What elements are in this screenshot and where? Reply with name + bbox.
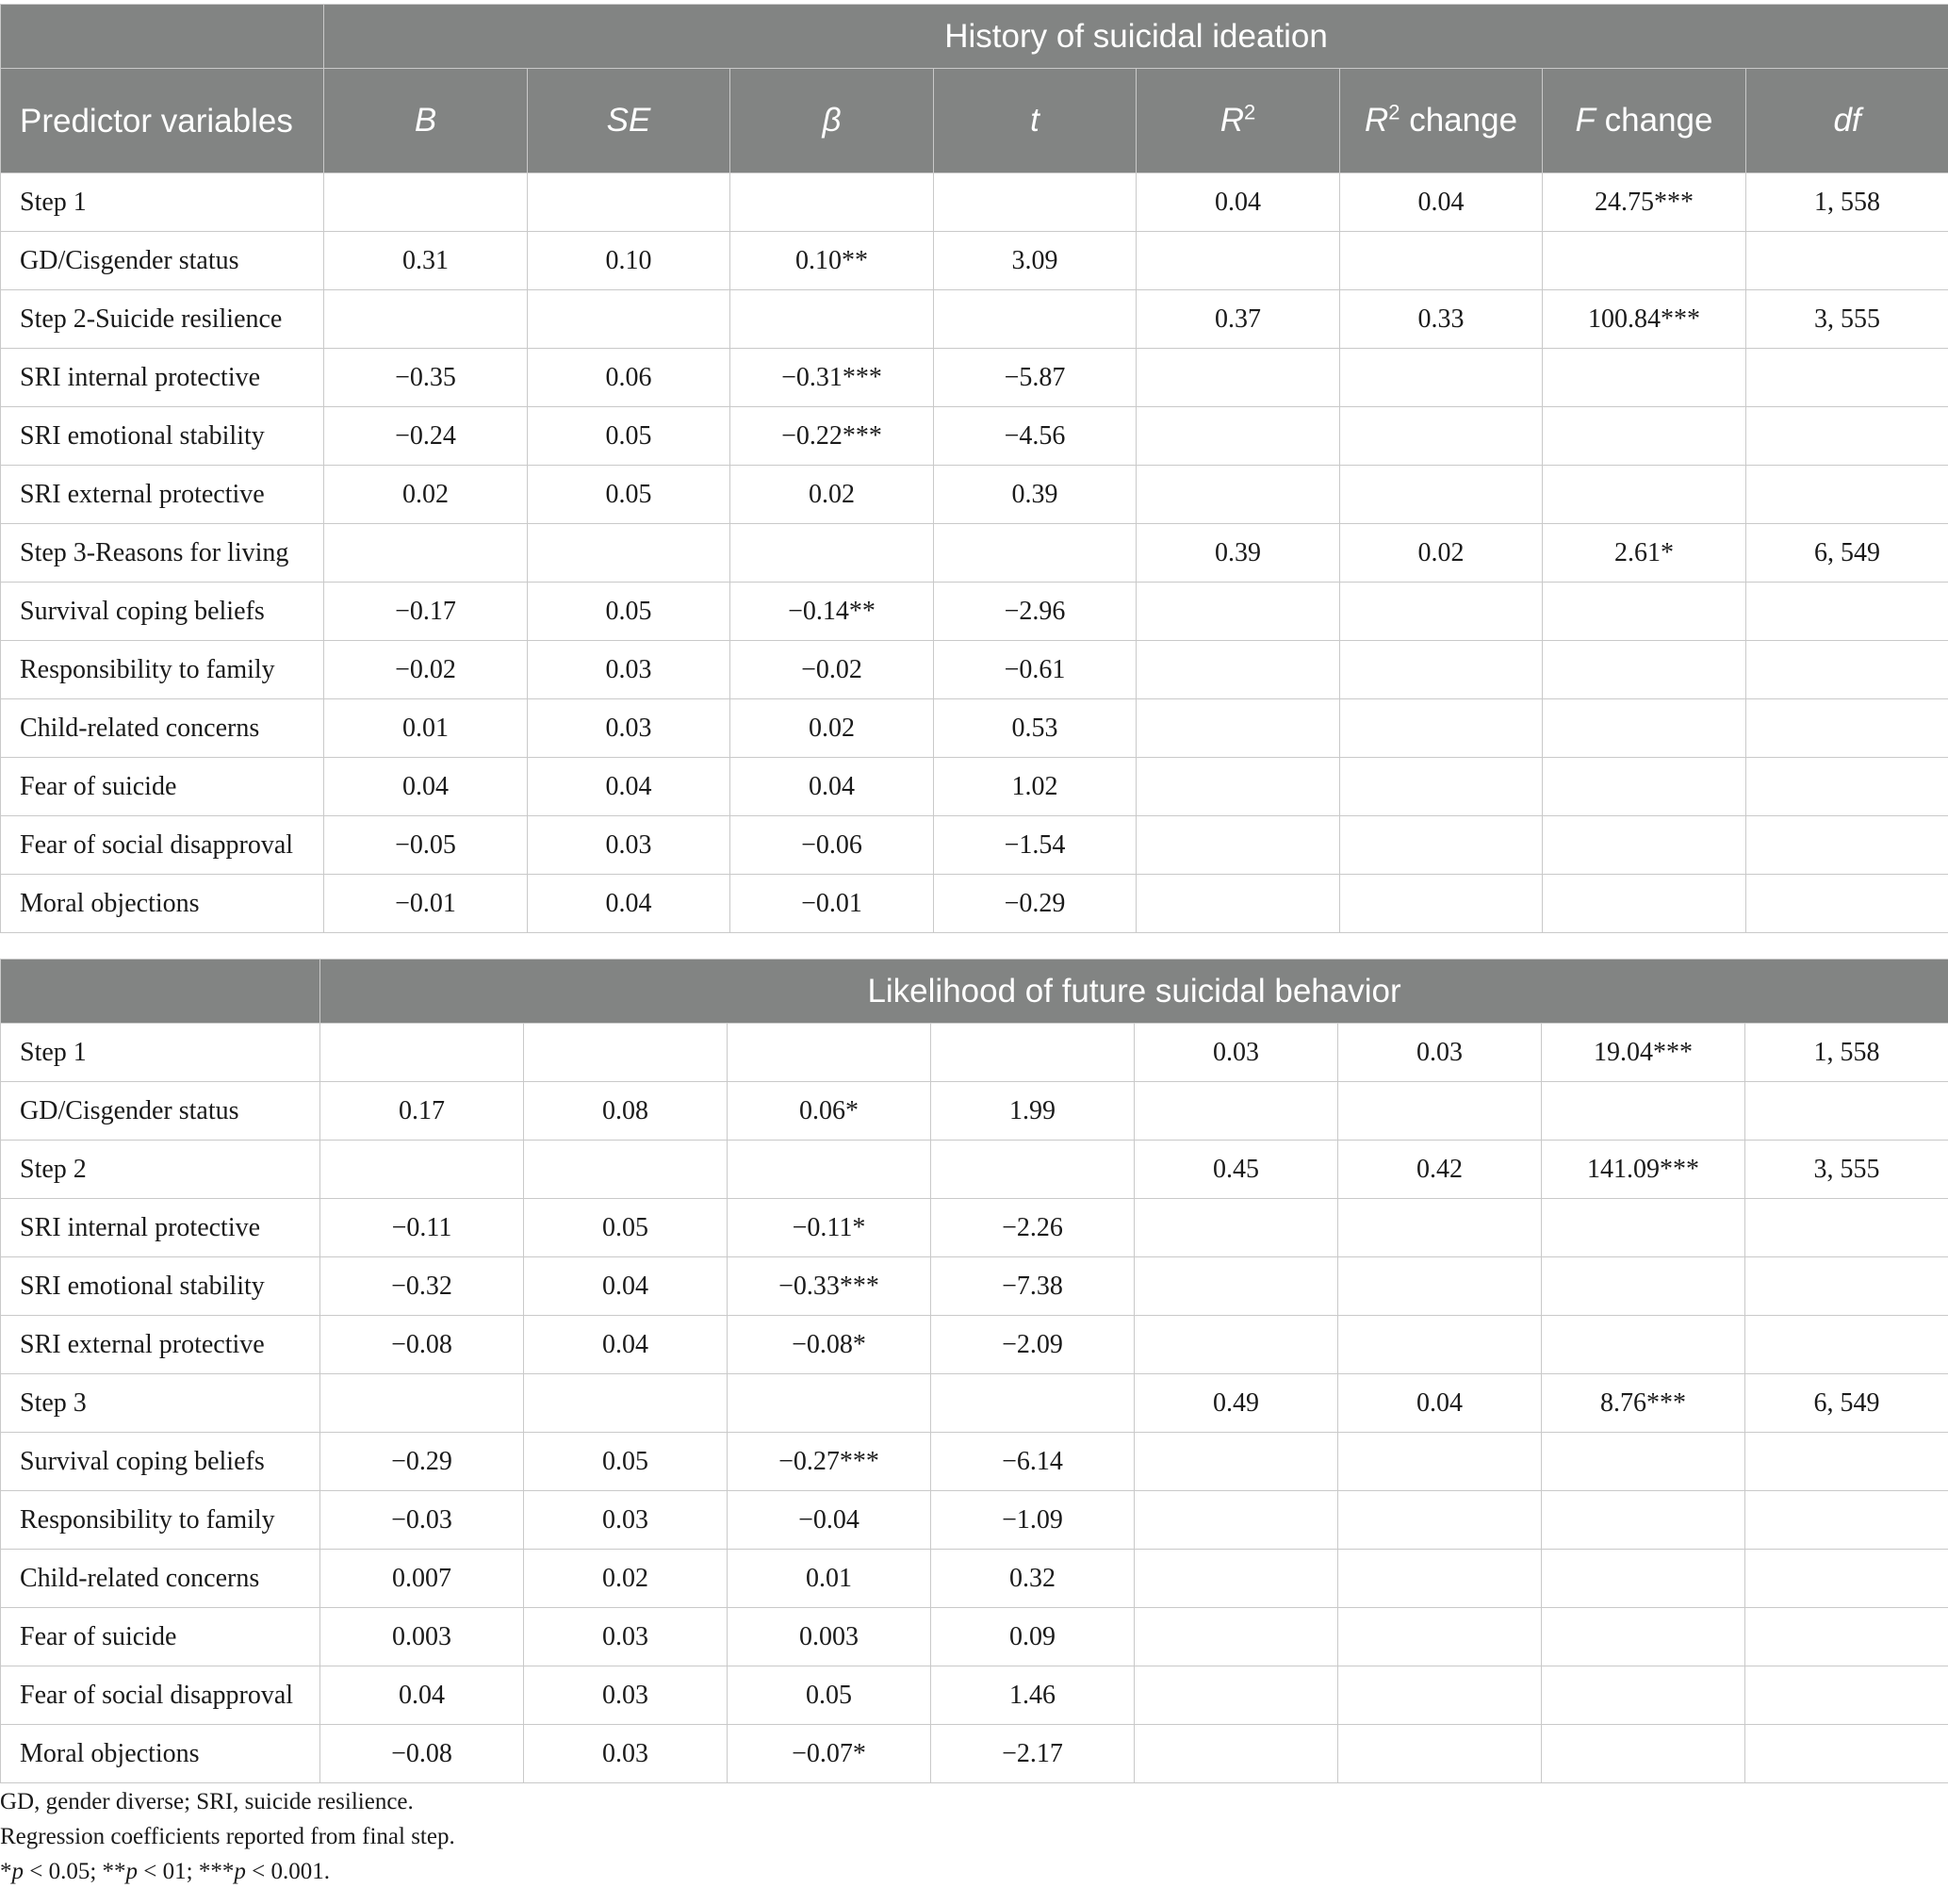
p-italic: p [11, 1859, 24, 1884]
cell-df: 1, 558 [1746, 173, 1948, 232]
cell-predictor: SRI internal protective [1, 1199, 320, 1257]
cell-beta [728, 1374, 931, 1433]
table-row [1, 1316, 1948, 1374]
header-df: df [1746, 69, 1948, 173]
cell-se [528, 290, 730, 349]
cell-df: 6, 549 [1745, 1374, 1948, 1433]
cell-f-change [1542, 1666, 1745, 1725]
footnote-abbreviations: GD, gender diverse; SRI, suicide resilience. [0, 1789, 414, 1814]
cell-beta: −0.01 [730, 875, 934, 933]
cell-predictor: SRI emotional stability [1, 1257, 320, 1316]
cell-t: 0.53 [934, 699, 1137, 758]
cell-se: 0.04 [528, 875, 730, 933]
blank-header-cell [1, 5, 324, 69]
cell-r2-change [1338, 1082, 1542, 1141]
cell-beta: 0.01 [728, 1550, 931, 1608]
cell-df [1746, 232, 1948, 290]
cell-df [1746, 699, 1948, 758]
cell-predictor: Child-related concerns [1, 1550, 320, 1608]
cell-se: 0.03 [528, 699, 730, 758]
cell-df [1745, 1433, 1948, 1491]
cell-r2-change [1340, 641, 1543, 699]
table-row [1, 1550, 1948, 1608]
cell-f-change [1543, 232, 1746, 290]
cell-beta: −0.33*** [728, 1257, 931, 1316]
cell-t: −2.26 [931, 1199, 1135, 1257]
table-row [1, 583, 1948, 641]
cell-r2 [1135, 1199, 1338, 1257]
cell-b: −0.03 [320, 1491, 524, 1550]
header-r2-change [1340, 69, 1543, 173]
cell-t [934, 290, 1137, 349]
table-footnotes [0, 1784, 455, 1889]
cell-t: 0.39 [934, 466, 1137, 524]
cell-r2 [1135, 1316, 1338, 1374]
cell-r2: 0.45 [1135, 1141, 1338, 1199]
cell-f-change [1542, 1082, 1745, 1141]
table-title: Likelihood of future suicidal behavior [320, 960, 1948, 1024]
table-row [1, 1082, 1948, 1141]
cell-t: −4.56 [934, 407, 1137, 466]
cell-beta: −0.11* [728, 1199, 931, 1257]
cell-se: 0.03 [524, 1666, 728, 1725]
cell-f-change [1542, 1433, 1745, 1491]
cell-f-change [1543, 875, 1746, 933]
cell-b: −0.05 [324, 816, 528, 875]
cell-f-change [1542, 1316, 1745, 1374]
cell-predictor: Survival coping beliefs [1, 1433, 320, 1491]
cell-beta: −0.06 [730, 816, 934, 875]
cell-r2-change: 0.33 [1340, 290, 1543, 349]
footnote-significance [0, 1854, 455, 1889]
cell-beta: 0.05 [728, 1666, 931, 1725]
cell-r2-change [1340, 758, 1543, 816]
cell-f-change [1543, 758, 1746, 816]
cell-b [320, 1141, 524, 1199]
cell-r2-change [1338, 1550, 1542, 1608]
cell-predictor: Step 3 [1, 1374, 320, 1433]
cell-predictor: Fear of social disapproval [1, 816, 324, 875]
cell-df [1745, 1257, 1948, 1316]
cell-t: −5.87 [934, 349, 1137, 407]
cell-se [528, 173, 730, 232]
cell-predictor: Fear of social disapproval [1, 1666, 320, 1725]
threshold-text: < 0.001. [245, 1859, 330, 1884]
cell-r2: 0.39 [1137, 524, 1340, 583]
table-title-row [1, 5, 1948, 69]
table-row [1, 173, 1948, 232]
cell-se: 0.06 [528, 349, 730, 407]
cell-t: 3.09 [934, 232, 1137, 290]
cell-se: 0.02 [524, 1550, 728, 1608]
cell-df [1746, 641, 1948, 699]
cell-t: −1.54 [934, 816, 1137, 875]
cell-df [1745, 1491, 1948, 1550]
cell-f-change [1542, 1257, 1745, 1316]
table-row [1, 466, 1948, 524]
cell-r2 [1137, 466, 1340, 524]
cell-r2: 0.04 [1137, 173, 1340, 232]
table-row [1, 1666, 1948, 1725]
r-superscript: 2 [1388, 100, 1400, 124]
cell-b: 0.17 [320, 1082, 524, 1141]
cell-df [1746, 758, 1948, 816]
cell-beta: 0.04 [730, 758, 934, 816]
r-superscript: 2 [1244, 100, 1256, 124]
cell-b: −0.32 [320, 1257, 524, 1316]
cell-f-change [1543, 407, 1746, 466]
table-row [1, 1374, 1948, 1433]
cell-df: 6, 549 [1746, 524, 1948, 583]
cell-beta [728, 1024, 931, 1082]
cell-r2-change [1338, 1491, 1542, 1550]
table-row [1, 641, 1948, 699]
p-italic: p [234, 1859, 246, 1884]
cell-df [1746, 875, 1948, 933]
cell-predictor: Step 1 [1, 173, 324, 232]
cell-r2-change: 0.03 [1338, 1024, 1542, 1082]
cell-b: −0.35 [324, 349, 528, 407]
table-row [1, 1141, 1948, 1199]
cell-r2-change [1340, 407, 1543, 466]
cell-r2 [1137, 232, 1340, 290]
cell-r2-change [1340, 875, 1543, 933]
header-predictor: Predictor variables [1, 69, 324, 173]
cell-t: −2.17 [931, 1725, 1135, 1783]
header-f-change [1543, 69, 1746, 173]
cell-r2 [1137, 816, 1340, 875]
cell-predictor: SRI emotional stability [1, 407, 324, 466]
cell-beta: −0.04 [728, 1491, 931, 1550]
cell-b: 0.02 [324, 466, 528, 524]
cell-r2-change: 0.04 [1340, 173, 1543, 232]
cell-f-change [1542, 1491, 1745, 1550]
cell-b: 0.31 [324, 232, 528, 290]
cell-r2-change: 0.42 [1338, 1141, 1542, 1199]
cell-t [931, 1141, 1135, 1199]
cell-f-change [1543, 466, 1746, 524]
cell-b: 0.007 [320, 1550, 524, 1608]
cell-predictor: Survival coping beliefs [1, 583, 324, 641]
cell-b: −0.02 [324, 641, 528, 699]
cell-se: 0.03 [524, 1608, 728, 1666]
table-row [1, 875, 1948, 933]
cell-beta [730, 173, 934, 232]
r-letter: R [1364, 102, 1389, 139]
table-row [1, 816, 1948, 875]
cell-predictor: Moral objections [1, 1725, 320, 1783]
cell-beta [728, 1141, 931, 1199]
cell-predictor: Moral objections [1, 875, 324, 933]
cell-predictor: Step 1 [1, 1024, 320, 1082]
table-title-row [1, 960, 1948, 1024]
cell-b: 0.04 [320, 1666, 524, 1725]
cell-se [528, 524, 730, 583]
cell-r2 [1135, 1257, 1338, 1316]
change-word: change [1604, 102, 1713, 139]
header-b: B [324, 69, 528, 173]
table-row [1, 232, 1948, 290]
cell-f-change [1543, 583, 1746, 641]
cell-b: −0.17 [324, 583, 528, 641]
cell-predictor: SRI external protective [1, 466, 324, 524]
table-body [1, 1024, 1948, 1783]
cell-f-change: 141.09*** [1542, 1141, 1745, 1199]
cell-beta [730, 290, 934, 349]
cell-df [1746, 583, 1948, 641]
cell-r2-change [1340, 466, 1543, 524]
cell-predictor: SRI external protective [1, 1316, 320, 1374]
cell-r2-change [1338, 1257, 1542, 1316]
cell-se: 0.04 [524, 1316, 728, 1374]
header-t: t [934, 69, 1137, 173]
cell-r2 [1137, 583, 1340, 641]
cell-f-change: 24.75*** [1543, 173, 1746, 232]
cell-predictor: Step 2 [1, 1141, 320, 1199]
cell-df: 3, 555 [1745, 1141, 1948, 1199]
cell-df [1746, 466, 1948, 524]
cell-se [524, 1374, 728, 1433]
cell-predictor: Step 2-Suicide resilience [1, 290, 324, 349]
cell-r2-change [1338, 1199, 1542, 1257]
cell-r2-change [1338, 1725, 1542, 1783]
cell-r2 [1137, 407, 1340, 466]
cell-b: −0.24 [324, 407, 528, 466]
cell-b [324, 173, 528, 232]
table-row [1, 1257, 1948, 1316]
cell-r2 [1135, 1082, 1338, 1141]
table-row [1, 699, 1948, 758]
cell-beta: 0.02 [730, 699, 934, 758]
cell-t: −6.14 [931, 1433, 1135, 1491]
cell-f-change: 19.04*** [1542, 1024, 1745, 1082]
cell-t: 1.02 [934, 758, 1137, 816]
cell-r2-change [1340, 583, 1543, 641]
cell-beta: −0.14** [730, 583, 934, 641]
p-italic: p [125, 1859, 139, 1884]
cell-r2-change: 0.04 [1338, 1374, 1542, 1433]
table-row [1, 349, 1948, 407]
history-suicidal-ideation-table [0, 4, 1948, 933]
cell-se: 0.03 [524, 1491, 728, 1550]
cell-df [1745, 1725, 1948, 1783]
cell-r2 [1137, 699, 1340, 758]
cell-predictor: Fear of suicide [1, 1608, 320, 1666]
cell-se [524, 1141, 728, 1199]
threshold-text: < 01; *** [138, 1859, 235, 1884]
header-r2 [1137, 69, 1340, 173]
cell-beta: 0.10** [730, 232, 934, 290]
cell-t: −2.09 [931, 1316, 1135, 1374]
cell-r2 [1135, 1725, 1338, 1783]
cell-predictor: Responsibility to family [1, 641, 324, 699]
cell-b [324, 290, 528, 349]
cell-r2-change [1340, 699, 1543, 758]
table-body [1, 173, 1948, 933]
cell-df [1745, 1550, 1948, 1608]
cell-b [320, 1024, 524, 1082]
cell-df [1746, 349, 1948, 407]
cell-r2: 0.49 [1135, 1374, 1338, 1433]
cell-se [524, 1024, 728, 1082]
cell-r2 [1137, 349, 1340, 407]
cell-se: 0.04 [524, 1257, 728, 1316]
table-row [1, 407, 1948, 466]
cell-se: 0.05 [528, 407, 730, 466]
cell-t: −7.38 [931, 1257, 1135, 1316]
cell-beta: 0.02 [730, 466, 934, 524]
cell-r2-change [1338, 1666, 1542, 1725]
cell-predictor: Fear of suicide [1, 758, 324, 816]
cell-se: 0.08 [524, 1082, 728, 1141]
cell-r2-change [1338, 1433, 1542, 1491]
cell-b [324, 524, 528, 583]
cell-f-change [1542, 1725, 1745, 1783]
cell-predictor: Child-related concerns [1, 699, 324, 758]
cell-b: −0.11 [320, 1199, 524, 1257]
cell-beta: −0.08* [728, 1316, 931, 1374]
cell-se: 0.03 [528, 641, 730, 699]
cell-t: −0.29 [934, 875, 1137, 933]
table-row [1, 1608, 1948, 1666]
cell-se: 0.05 [524, 1433, 728, 1491]
cell-se: 0.10 [528, 232, 730, 290]
column-header-row [1, 69, 1948, 173]
cell-f-change [1543, 641, 1746, 699]
cell-r2-change [1340, 816, 1543, 875]
cell-beta: −0.31*** [730, 349, 934, 407]
cell-beta: −0.02 [730, 641, 934, 699]
cell-r2 [1137, 875, 1340, 933]
blank-header-cell [1, 960, 320, 1024]
r-letter: R [1220, 102, 1245, 139]
cell-b: −0.01 [324, 875, 528, 933]
cell-predictor: GD/Cisgender status [1, 232, 324, 290]
cell-beta: −0.27*** [728, 1433, 931, 1491]
cell-t: 1.99 [931, 1082, 1135, 1141]
cell-df [1745, 1608, 1948, 1666]
cell-r2 [1135, 1608, 1338, 1666]
table-row [1, 1199, 1948, 1257]
cell-b [320, 1374, 524, 1433]
cell-f-change [1543, 349, 1746, 407]
table-row [1, 758, 1948, 816]
cell-t [931, 1024, 1135, 1082]
cell-se: 0.05 [528, 583, 730, 641]
change-word: change [1409, 102, 1518, 139]
cell-r2-change [1340, 232, 1543, 290]
cell-b: 0.01 [324, 699, 528, 758]
cell-f-change [1543, 699, 1746, 758]
cell-df [1745, 1666, 1948, 1725]
threshold-text: < 0.05; ** [24, 1859, 126, 1884]
cell-r2: 0.37 [1137, 290, 1340, 349]
cell-beta: 0.003 [728, 1608, 931, 1666]
cell-r2 [1137, 641, 1340, 699]
cell-r2 [1135, 1491, 1338, 1550]
cell-t: 0.09 [931, 1608, 1135, 1666]
cell-r2-change [1340, 349, 1543, 407]
cell-f-change [1543, 816, 1746, 875]
cell-df [1745, 1316, 1948, 1374]
cell-df [1745, 1199, 1948, 1257]
cell-predictor: Step 3-Reasons for living [1, 524, 324, 583]
table-row [1, 290, 1948, 349]
table-row [1, 524, 1948, 583]
header-beta: β [730, 69, 934, 173]
cell-b: 0.003 [320, 1608, 524, 1666]
cell-se: 0.04 [528, 758, 730, 816]
cell-r2: 0.03 [1135, 1024, 1338, 1082]
cell-se: 0.05 [528, 466, 730, 524]
cell-f-change: 100.84*** [1543, 290, 1746, 349]
cell-f-change [1542, 1199, 1745, 1257]
cell-f-change [1542, 1608, 1745, 1666]
header-se: SE [528, 69, 730, 173]
table-row [1, 1024, 1948, 1082]
cell-se: 0.03 [524, 1725, 728, 1783]
cell-b: −0.29 [320, 1433, 524, 1491]
cell-df [1746, 407, 1948, 466]
cell-t [934, 524, 1137, 583]
cell-t [931, 1374, 1135, 1433]
cell-t [934, 173, 1137, 232]
f-letter: F [1575, 102, 1596, 139]
cell-beta: −0.22*** [730, 407, 934, 466]
cell-r2-change [1338, 1608, 1542, 1666]
cell-predictor: GD/Cisgender status [1, 1082, 320, 1141]
cell-r2-change: 0.02 [1340, 524, 1543, 583]
cell-r2 [1135, 1433, 1338, 1491]
cell-f-change [1542, 1550, 1745, 1608]
cell-b: −0.08 [320, 1316, 524, 1374]
cell-t: 1.46 [931, 1666, 1135, 1725]
cell-df [1745, 1082, 1948, 1141]
cell-t: −2.96 [934, 583, 1137, 641]
cell-predictor: Responsibility to family [1, 1491, 320, 1550]
cell-t: 0.32 [931, 1550, 1135, 1608]
cell-df: 3, 555 [1746, 290, 1948, 349]
cell-r2 [1135, 1666, 1338, 1725]
cell-beta [730, 524, 934, 583]
likelihood-future-behavior-table [0, 959, 1948, 1783]
cell-se: 0.05 [524, 1199, 728, 1257]
cell-beta: 0.06* [728, 1082, 931, 1141]
cell-df: 1, 558 [1745, 1024, 1948, 1082]
footnote-final-step: Regression coefficients reported from final step. [0, 1824, 455, 1849]
cell-f-change: 2.61* [1543, 524, 1746, 583]
cell-se: 0.03 [528, 816, 730, 875]
cell-beta: −0.07* [728, 1725, 931, 1783]
table-row [1, 1491, 1948, 1550]
cell-r2 [1137, 758, 1340, 816]
cell-r2 [1135, 1550, 1338, 1608]
cell-t: −1.09 [931, 1491, 1135, 1550]
cell-predictor: SRI internal protective [1, 349, 324, 407]
star-text: * [0, 1859, 12, 1884]
cell-df [1746, 816, 1948, 875]
table-title: History of suicidal ideation [324, 5, 1948, 69]
table-row [1, 1725, 1948, 1783]
cell-r2-change [1338, 1316, 1542, 1374]
cell-b: −0.08 [320, 1725, 524, 1783]
cell-b: 0.04 [324, 758, 528, 816]
table-row [1, 1433, 1948, 1491]
cell-t: −0.61 [934, 641, 1137, 699]
cell-f-change: 8.76*** [1542, 1374, 1745, 1433]
